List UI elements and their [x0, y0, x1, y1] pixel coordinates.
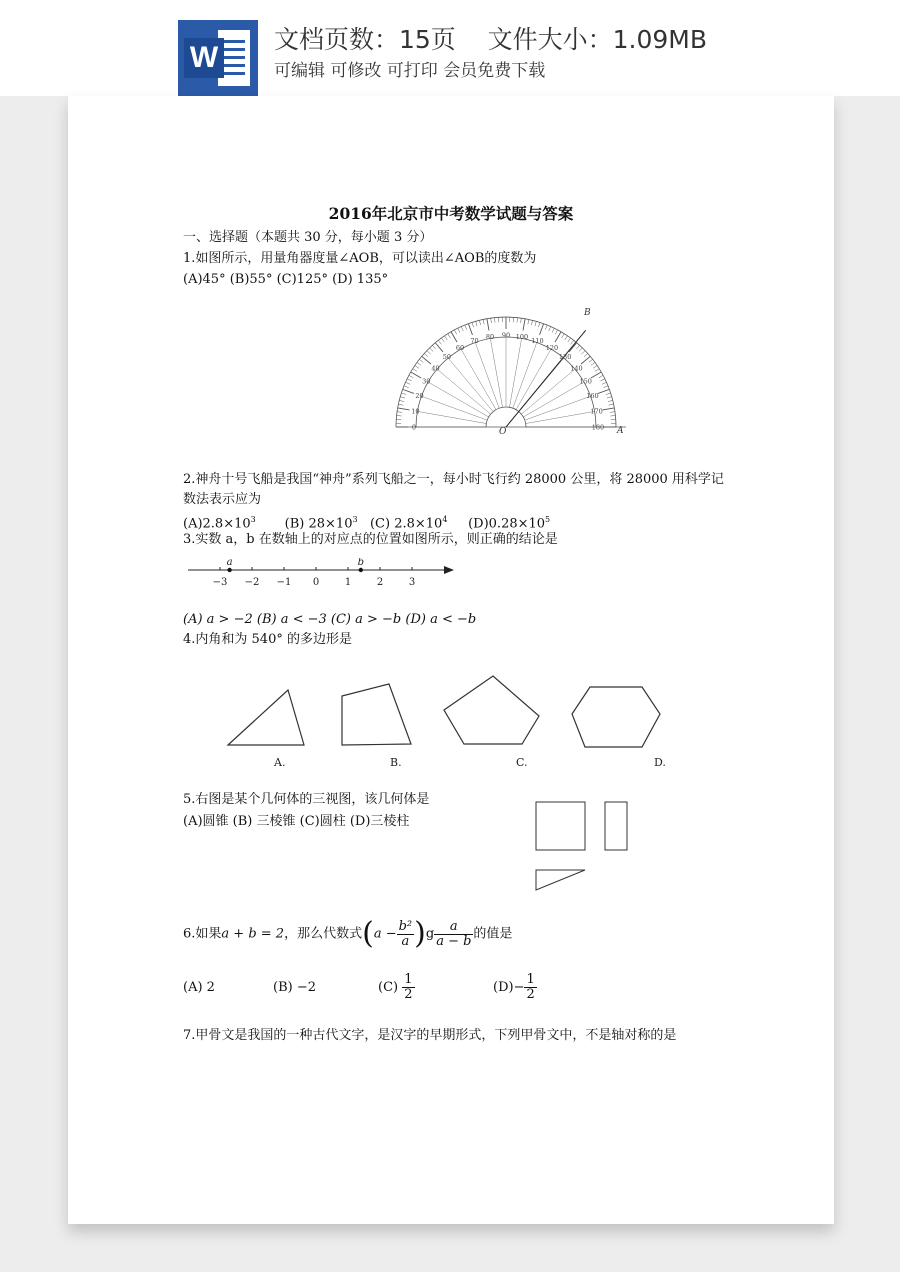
- download-header: [0, 0, 900, 96]
- tick-mark: [432, 345, 435, 349]
- point-label: a: [226, 558, 233, 568]
- tick-mark: [409, 375, 413, 377]
- label-a: A: [617, 426, 624, 436]
- tick-mark: [603, 408, 615, 410]
- tick-mark: [419, 359, 423, 362]
- tick-mark: [399, 400, 404, 401]
- tick-mark: [607, 397, 612, 398]
- tick-mark: [538, 322, 540, 327]
- tick-mark: [476, 321, 477, 326]
- q2-stem-line2: 数法表示应为: [183, 492, 262, 507]
- degree-label: 110: [531, 337, 544, 346]
- file-size: 文件大小：1.09MB: [487, 25, 707, 54]
- tick-mark: [397, 416, 402, 417]
- radial-line: [525, 396, 591, 420]
- pentagon-shape: [444, 676, 539, 744]
- q3-options: (A) a > −2 (B) a < −3 (C) a > −b (D) a < −b: [183, 612, 477, 627]
- radial-line: [475, 342, 499, 408]
- tick-mark: [568, 338, 571, 342]
- tick-mark: [415, 365, 419, 368]
- hexagon-shape: [572, 687, 660, 747]
- tick-mark: [608, 400, 613, 401]
- tick-mark: [495, 318, 496, 323]
- radial-line: [526, 411, 595, 423]
- tick-mark: [535, 321, 536, 326]
- point-a: [227, 568, 231, 572]
- tick-mark: [603, 386, 608, 388]
- tick-mark: [545, 325, 547, 330]
- degree-label: 140: [570, 364, 583, 373]
- q6-opt-d: (D)− $\frac{1}{2}$: [493, 972, 535, 1002]
- tick-mark: [406, 382, 411, 384]
- tick-mark: [398, 404, 403, 405]
- q3-stem: 3.实数 a，b 在数轴上的对应点的位置如图所示，则正确的结论是: [183, 532, 558, 547]
- tick-mark: [531, 320, 532, 325]
- tick-mark: [579, 348, 582, 352]
- label-b: B: [584, 308, 591, 318]
- tick-mark: [589, 359, 593, 362]
- label-b: B.: [390, 756, 402, 769]
- front-view: [536, 802, 585, 850]
- degree-label: 80: [485, 332, 495, 341]
- axis-arrow: [444, 566, 454, 574]
- tick-mark: [487, 319, 489, 331]
- q1-stem: 1.如图所示，用量角器度量∠AOB，可以读出∠AOB的度数为: [183, 251, 537, 266]
- side-view: [605, 802, 627, 850]
- tick-mark: [582, 351, 586, 354]
- axis-label: 2: [376, 577, 384, 588]
- tick-mark: [565, 336, 568, 340]
- point-label: b: [357, 558, 365, 568]
- tick-mark: [602, 382, 607, 384]
- three-view-figure: [528, 796, 638, 896]
- tick-mark: [491, 318, 492, 323]
- tick-mark: [397, 412, 402, 413]
- degree-label: 120: [545, 343, 559, 352]
- tick-mark: [576, 345, 579, 349]
- tick-mark: [521, 318, 522, 323]
- degree-label: 0: [411, 423, 417, 432]
- axis-label: 0: [312, 577, 320, 588]
- degree-label: 150: [579, 377, 592, 386]
- tick-mark: [540, 324, 544, 335]
- q6-opt-b: (B) −2: [273, 980, 316, 995]
- radial-line: [417, 411, 486, 423]
- tick-mark: [523, 319, 525, 331]
- tick-mark: [584, 353, 588, 356]
- degree-label: 160: [586, 392, 599, 401]
- degree-label: 20: [415, 392, 424, 401]
- triangle-shape: [228, 690, 304, 745]
- tick-mark: [401, 393, 406, 395]
- tick-mark: [598, 389, 609, 393]
- degree-label: 180: [591, 423, 605, 432]
- document-title: 2016年北京市中考数学试题与答案: [328, 204, 574, 223]
- tick-mark: [581, 356, 590, 364]
- tick-mark: [458, 328, 460, 332]
- tick-mark: [430, 348, 433, 352]
- label-o: O: [499, 427, 507, 437]
- axis-label: −3: [212, 577, 228, 588]
- degree-label: 130: [558, 353, 572, 362]
- radial-line: [490, 338, 502, 407]
- tick-mark: [422, 356, 431, 364]
- tick-mark: [403, 389, 414, 393]
- degree-label: 50: [442, 353, 452, 362]
- q5-options: (A)圆锥 (B) 三棱锥 (C)圆柱 (D)三棱柱: [183, 814, 410, 829]
- tick-mark: [465, 325, 467, 330]
- degree-label: 30: [422, 377, 431, 386]
- protractor-figure: [388, 301, 628, 441]
- degree-label: 70: [470, 337, 479, 346]
- label-d: D.: [654, 756, 666, 769]
- tick-mark: [562, 334, 565, 338]
- document-page: [68, 96, 834, 1224]
- tick-mark: [571, 340, 574, 344]
- tick-mark: [552, 328, 554, 332]
- tick-mark: [404, 386, 409, 388]
- degree-label: 170: [590, 407, 603, 416]
- degree-label: 40: [431, 364, 440, 373]
- tick-mark: [438, 340, 441, 344]
- polygon-figure: [218, 668, 678, 774]
- q6-opt-a: (A) 2: [183, 980, 215, 995]
- tick-mark: [600, 379, 604, 381]
- axis-label: 3: [408, 577, 416, 588]
- section-heading: 一、选择题（本题共 30 分，每小题 3 分）: [183, 230, 433, 245]
- tick-mark: [400, 397, 405, 398]
- tick-mark: [479, 320, 480, 325]
- tick-mark: [528, 319, 529, 324]
- word-letter: W: [184, 38, 224, 78]
- tick-mark: [413, 369, 417, 372]
- q7-stem: 7.甲骨文是我国的一种古代文字，是汉字的早期形式，下列甲骨文中，不是轴对称的是: [183, 1028, 677, 1043]
- tick-mark: [441, 338, 444, 342]
- degree-label: 10: [411, 407, 420, 416]
- label-c: C.: [516, 756, 528, 769]
- tick-mark: [427, 351, 431, 354]
- quadrilateral-shape: [342, 684, 411, 745]
- radial-line: [509, 338, 521, 407]
- tick-mark: [517, 318, 518, 323]
- q5-stem: 5.右图是某个几何体的三视图，该几何体是: [183, 792, 430, 807]
- q6-opt-c: (C) $\frac{1}{2}$: [378, 972, 413, 1002]
- tick-mark: [483, 319, 484, 324]
- tick-mark: [424, 353, 428, 356]
- tick-mark: [610, 416, 615, 417]
- tick-mark: [407, 379, 411, 381]
- tick-mark: [606, 393, 611, 395]
- tick-mark: [448, 334, 451, 338]
- axis-label: 1: [344, 577, 352, 588]
- q6-stem: 6.如果a + b = 2，那么代数式(a − $\frac{\text{b²}}{a}$ )g $\frac{a}{a - b}$ 的值是: [183, 916, 513, 951]
- tick-mark: [444, 336, 447, 340]
- q1-options: (A)45° (B)55° (C)125° (D) 135°: [183, 272, 389, 287]
- word-document-icon: [178, 20, 258, 96]
- page-count: 文档页数：15页: [274, 25, 456, 54]
- tick-mark: [468, 324, 472, 335]
- top-view: [536, 870, 585, 890]
- axis-label: −2: [244, 577, 260, 588]
- feature-list: 可编辑 可修改 可打印 会员免费下载: [274, 61, 546, 81]
- label-a: A.: [274, 756, 286, 769]
- tick-mark: [472, 322, 474, 327]
- tick-mark: [591, 362, 595, 365]
- axis-label: −1: [276, 577, 292, 588]
- tick-mark: [461, 327, 463, 332]
- file-info: [274, 20, 707, 56]
- tick-mark: [435, 343, 443, 352]
- point-b: [359, 568, 363, 572]
- tick-mark: [610, 412, 615, 413]
- tick-mark: [595, 369, 599, 372]
- degree-label: 90: [501, 331, 511, 340]
- tick-mark: [609, 404, 614, 405]
- radial-line: [513, 342, 537, 408]
- tick-mark: [593, 365, 597, 368]
- tick-mark: [599, 375, 603, 377]
- number-line-figure: [188, 558, 468, 598]
- tick-mark: [417, 362, 421, 365]
- degree-label: 100: [515, 332, 529, 341]
- q2-options: $(A)2.8\times 10^3$ (B) $28\times 10^3$ (C) $2.8\times 10^4$ $(D)0.28\times 10^5$: [183, 515, 551, 532]
- q4-stem: 4.内角和为 540° 的多边形是: [183, 632, 352, 647]
- tick-mark: [398, 408, 410, 410]
- tick-mark: [454, 330, 456, 334]
- radial-line: [421, 396, 487, 420]
- degree-label: 60: [455, 343, 465, 352]
- q2-stem-line1: 2.神舟十号飞船是我国“神舟”系列飞船之一，每小时飞行约 28000 公里，将 28000 用科学记: [183, 472, 724, 487]
- tick-mark: [555, 330, 557, 334]
- tick-mark: [549, 327, 551, 332]
- tick-mark: [569, 343, 577, 352]
